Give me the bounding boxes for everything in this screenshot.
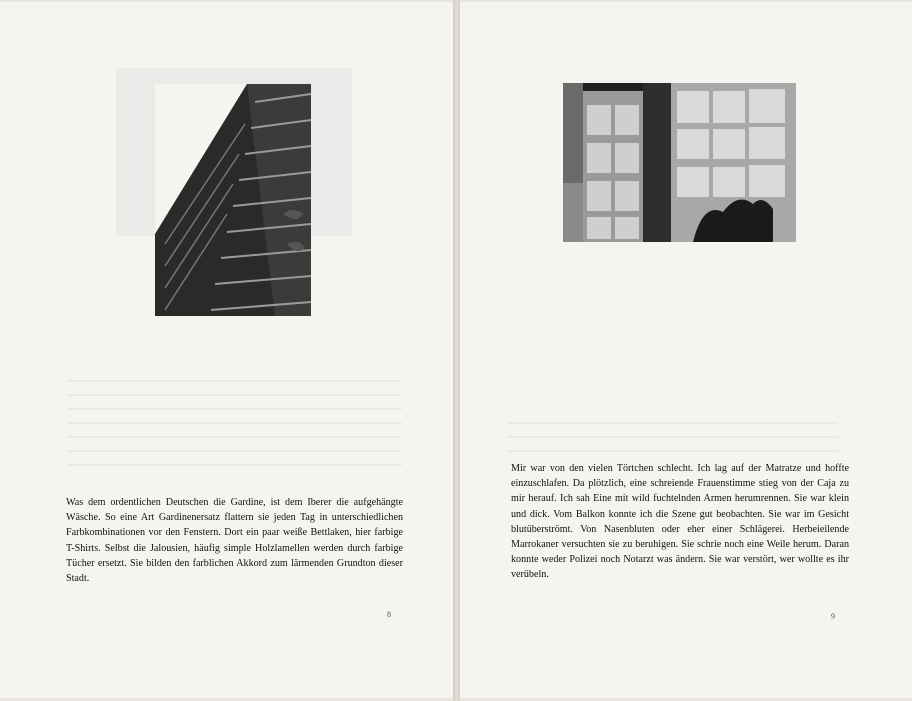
bleed-through-text — [68, 380, 402, 478]
right-page — [460, 2, 912, 698]
left-page — [0, 2, 453, 698]
page-number: 8 — [387, 610, 391, 619]
page-number: 9 — [831, 612, 835, 621]
apartment-block-photo — [155, 84, 311, 316]
body-paragraph: Mir war von den vielen Törtchen schlecht. Ich lag auf der Matratze und hoffte einzuschlafen. Da plötzlich, eine schreiende Frauenstimme stieg von der Caja zu mir herauf. Ich sah Eine mit wild fuchtelnden Armen herumrennen. Sie war klein und dick. Vom Balkon konnte ich die Szene gut beobachten. Sie war im Gesicht blutüberströmt. Von Nasenbluten oder eher einer Schlägerei. Herbeieilende Marrokaner versuchten sie zu beruhigen. Sie schrie noch eine Weile herum. Daran konnte weder Polizei noch Notarzt was ändern. Sie war verstört, wer wollte es ihr verübeln. — [511, 463, 849, 581]
book-gutter — [453, 0, 460, 701]
building-facade-photo — [563, 83, 796, 242]
bleed-through-text — [508, 422, 838, 464]
body-paragraph: Was dem ordentlichen Deutschen die Gardine, ist dem Iberer die aufgehängte Wäsche. So eine Art Gardinenersatz flattern sie jeden Tag in unterschiedlichen Farbkombinationen vor den Fenstern. Dort ein paar weiße Bettlaken, hier farbige T-Shirts. Selbst die Jalousien, häufig simple Holzlamellen werden durch farbige Tücher ersetzt. Sie bilden den farblichen Akkord zum lärmenden Grundton dieser Stadt. — [66, 497, 403, 585]
